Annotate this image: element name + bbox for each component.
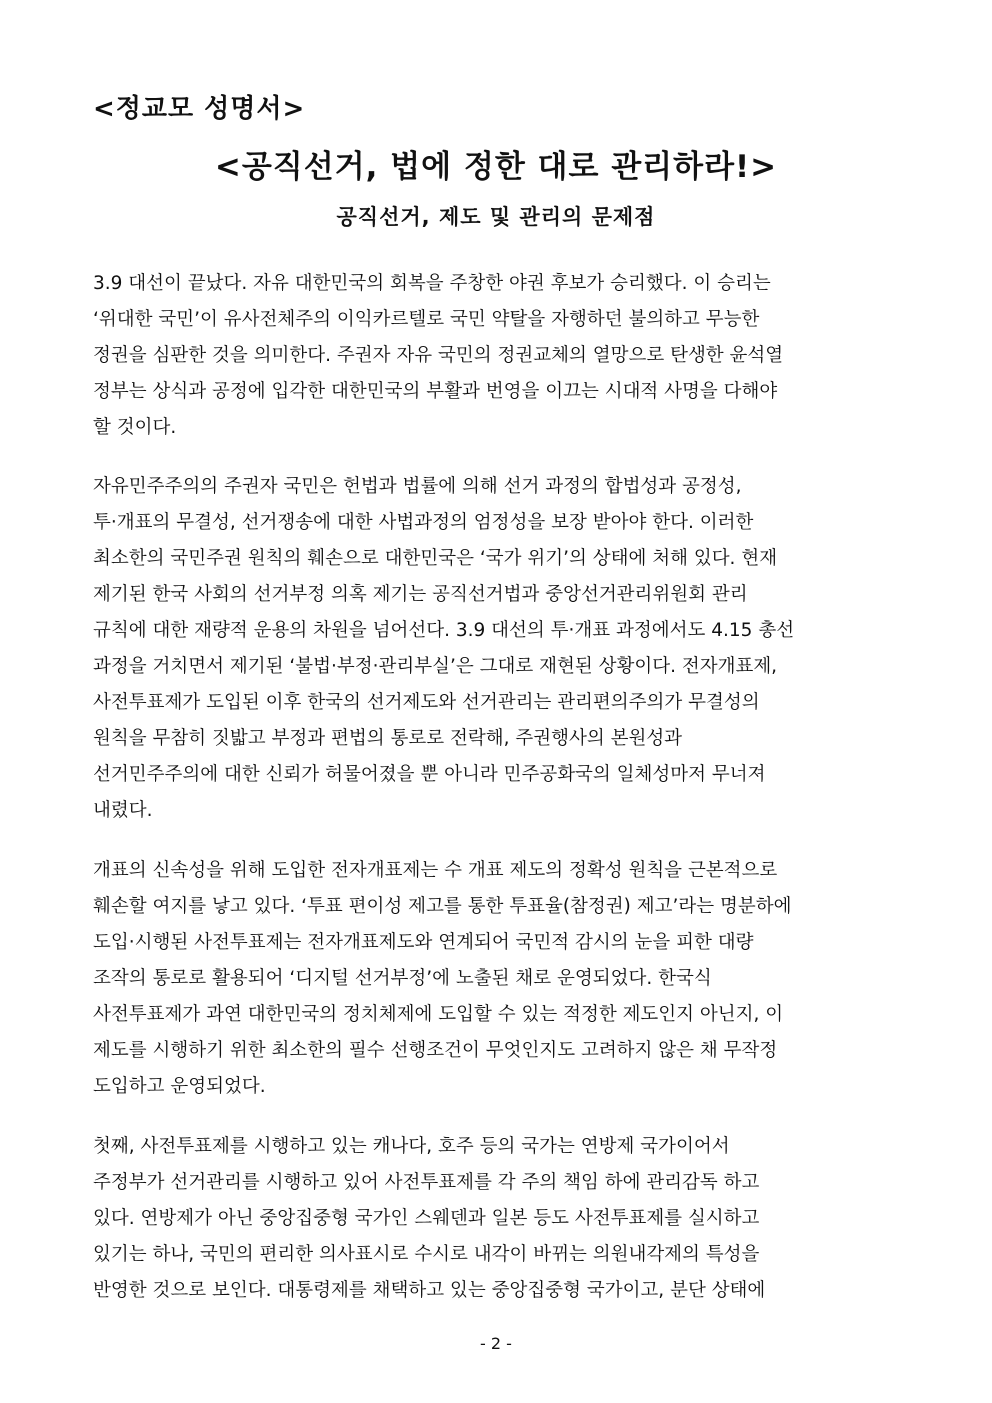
text-line: 사전투표제가 도입된 이후 한국의 선거제도와 선거관리는 관리편의주의가 무결성의 xyxy=(93,692,760,713)
text-line: 정부는 상식과 공정에 입각한 대한민국의 부활과 번영을 이끄는 시대적 사명을 다해야 xyxy=(93,381,778,402)
text-line: 최소한의 국민주권 원칙의 훼손으로 대한민국은 ‘국가 위기’의 상태에 처해 있다. 현재 xyxy=(93,548,778,569)
paragraph-2 xyxy=(93,469,903,829)
text-line: 원칙을 무참히 짓밟고 부정과 편법의 통로로 전락해, 주권행사의 본원성과 xyxy=(93,728,683,749)
text-line: 제기된 한국 사회의 선거부정 의혹 제기는 공직선거법과 중앙선거관리위원회 관리 xyxy=(93,584,748,605)
sub-title: 공직선거, 제도 및 관리의 문제점 xyxy=(336,205,656,229)
text-line: 과정을 거치면서 제기된 ‘불법·부정·관리부실’은 그대로 재현된 상황이다. 전자개표제, xyxy=(93,656,778,677)
text-line: 투·개표의 무결성, 선거쟁송에 대한 사법과정의 엄정성을 보장 받아야 한다. 이러한 xyxy=(93,512,754,533)
text-line: 규칙에 대한 재량적 운용의 차원을 넘어선다. 3.9 대선의 투·개표 과정에서도 4.15 총선 xyxy=(93,620,795,641)
text-line: 있다. 연방제가 아닌 중앙집중형 국가인 스웨덴과 일본 등도 사전투표제를 실시하고 xyxy=(93,1208,760,1229)
text-line: 있기는 하나, 국민의 편리한 의사표시로 수시로 내각이 바뀌는 의원내각제의 특성을 xyxy=(93,1244,760,1265)
text-line: ‘위대한 국민’이 유사전체주의 이익카르텔로 국민 약탈을 자행하던 불의하고 무능한 xyxy=(93,309,760,330)
text-line: 반영한 것으로 보인다. 대통령제를 채택하고 있는 중앙집중형 국가이고, 분단 상태에 xyxy=(93,1280,766,1301)
text-line: 개표의 신속성을 위해 도입한 전자개표제는 수 개표 제도의 정확성 원칙을 근본적으로 xyxy=(93,860,778,881)
text-line: 3.9 대선이 끝났다. 자유 대한민국의 회복을 주창한 야권 후보가 승리했다. 이 승리는 xyxy=(93,273,771,294)
text-line: 조작의 통로로 활용되어 ‘디지털 선거부정’에 노출된 채로 운영되었다. 한국식 xyxy=(93,968,712,989)
paragraph-3 xyxy=(93,853,903,1105)
text-line: 선거민주주의에 대한 신뢰가 허물어졌을 뿐 아니라 민주공화국의 일체성마저 무너져 xyxy=(93,764,766,785)
text-line: 도입하고 운영되었다. xyxy=(93,1076,266,1097)
main-title: <공직선거, 법에 정한 대로 관리하라!> xyxy=(214,149,778,185)
page-number: - 2 - xyxy=(480,1334,512,1353)
text-line: 정권을 심판한 것을 의미한다. 주권자 자유 국민의 정권교체의 열망으로 탄생한 윤석열 xyxy=(93,345,784,366)
text-line: 내렸다. xyxy=(93,800,153,821)
text-line: 훼손할 여지를 낳고 있다. ‘투표 편이성 제고를 통한 투표율(참정권) 제고’라는 명분하에 xyxy=(93,896,792,917)
text-line: 할 것이다. xyxy=(93,417,177,438)
org-statement-title: <정교모 성명서> xyxy=(93,94,306,124)
text-line: 도입·시행된 사전투표제는 전자개표제도와 연계되어 국민적 감시의 눈을 피한 대량 xyxy=(93,932,754,953)
text-line: 제도를 시행하기 위한 최소한의 필수 선행조건이 무엇인지도 고려하지 않은 채 무작정 xyxy=(93,1040,778,1061)
text-line: 자유민주주의의 주권자 국민은 헌법과 법률에 의해 선거 과정의 합법성과 공정성, xyxy=(93,476,742,497)
paragraph-4 xyxy=(93,1129,903,1309)
text-line: 첫째, 사전투표제를 시행하고 있는 캐나다, 호주 등의 국가는 연방제 국가이어서 xyxy=(93,1136,730,1157)
paragraph-1 xyxy=(93,266,903,446)
text-line: 사전투표제가 과연 대한민국의 정치체제에 도입할 수 있는 적정한 제도인지 아닌지, 이 xyxy=(93,1004,784,1025)
text-line: 주정부가 선거관리를 시행하고 있어 사전투표제를 각 주의 책임 하에 관리감독 하고 xyxy=(93,1172,760,1193)
